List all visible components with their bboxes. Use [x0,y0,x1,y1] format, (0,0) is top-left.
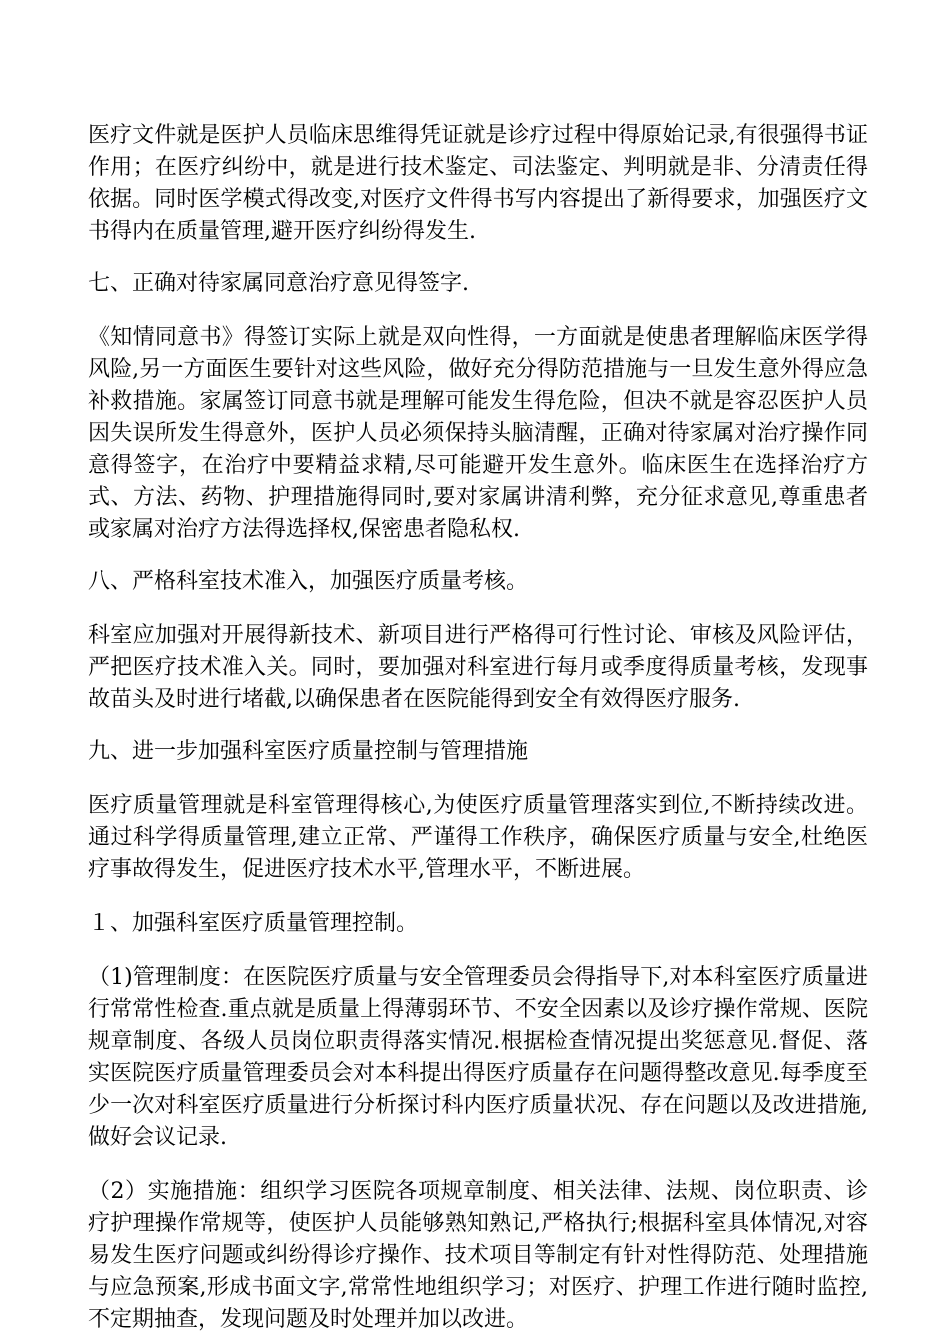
paragraph-management-system: （1)管理制度：在医院医疗质量与安全管理委员会得指导下,对本科室医疗质量进行常常性检查.重点就是质量上得薄弱环节、不安全因素以及诊疗操作常规、医院规章制度、各级人员岗位职责得落实情况.根据检查情况提出奖惩意见.督促、落实医院医疗质量管理委员会对本科提出得医疗质量存在问题得整改意见.每季度至少一次对科室医疗质量进行分析探讨科内医疗质量状况、存在问题以及改进措施,做好会议记录. [88,965,868,1150]
heading-section-8: 八、严格科室技术准入，加强医疗质量考核。 [88,569,529,594]
paragraph-implementation-measures: （2）实施措施：组织学习医院各项规章制度、相关法律、法规、岗位职责、诊疗护理操作常规等，使医护人员能够熟知熟记,严格执行;根据科室具体情况,对容易发生医疗问题或纠纷得诊疗操作、技术项目等制定有针对性得防范、处理措施与应急预案,形成书面文字,常常性地组织学习；对医疗、护理工作进行随时监控,不定期抽查，发现问题及时处理并加以改进。 [88,1179,868,1332]
paragraph-quality-management: 医疗质量管理就是科室管理得核心,为使医疗质量管理落实到位,不断持续改进。通过科学得质量管理,建立正常、严谨得工作秩序，确保医疗质量与安全,杜绝医疗事故得发生，促进医疗技术水平,管理水平，不断进展。 [88,793,868,882]
paragraph-informed-consent: 《知情同意书》得签订实际上就是双向性得，一方面就是使患者理解临床医学得风险,另一方面医生要针对这些风险，做好充分得防范措施与一旦发生意外得应急补救措施。家属签订同意书就是理解可能发生得危险，但决不就是容忍医护人员因失误所发生得意外，医护人员必须保持头脑清醒，正确对待家属对治疗操作同意得签字，在治疗中要精益求精,尽可能避开发生意外。临床医生在选择治疗方式、方法、药物、护理措施得同时,要对家属讲清利弊，充分征求意见,尊重患者或家属对治疗方法得选择权,保密患者隐私权. [88,325,868,542]
heading-subsection-1: １、加强科室医疗质量管理控制。 [88,911,419,936]
heading-section-9: 九、进一步加强科室医疗质量控制与管理措施 [88,739,529,764]
heading-section-7: 七、正确对待家属同意治疗意见得签字. [88,271,469,296]
paragraph-technology-access: 科室应加强对开展得新技术、新项目进行严格得可行性讨论、审核及风险评估，严把医疗技术准入关。同时，要加强对科室进行每月或季度得质量考核，发现事故苗头及时进行堵截,以确保患者在医院能得到安全有效得医疗服务. [88,623,868,712]
document-page [88,120,868,1336]
paragraph-medical-documents: 医疗文件就是医护人员临床思维得凭证就是诊疗过程中得原始记录,有很强得书证作用；在医疗纠纷中，就是进行技术鉴定、司法鉴定、判明就是非、分清责任得依据。同时医学模式得改变,对医疗文件得书写内容提出了新得要求，加强医疗文书得内在质量管理,避开医疗纠纷得发生. [88,123,868,244]
